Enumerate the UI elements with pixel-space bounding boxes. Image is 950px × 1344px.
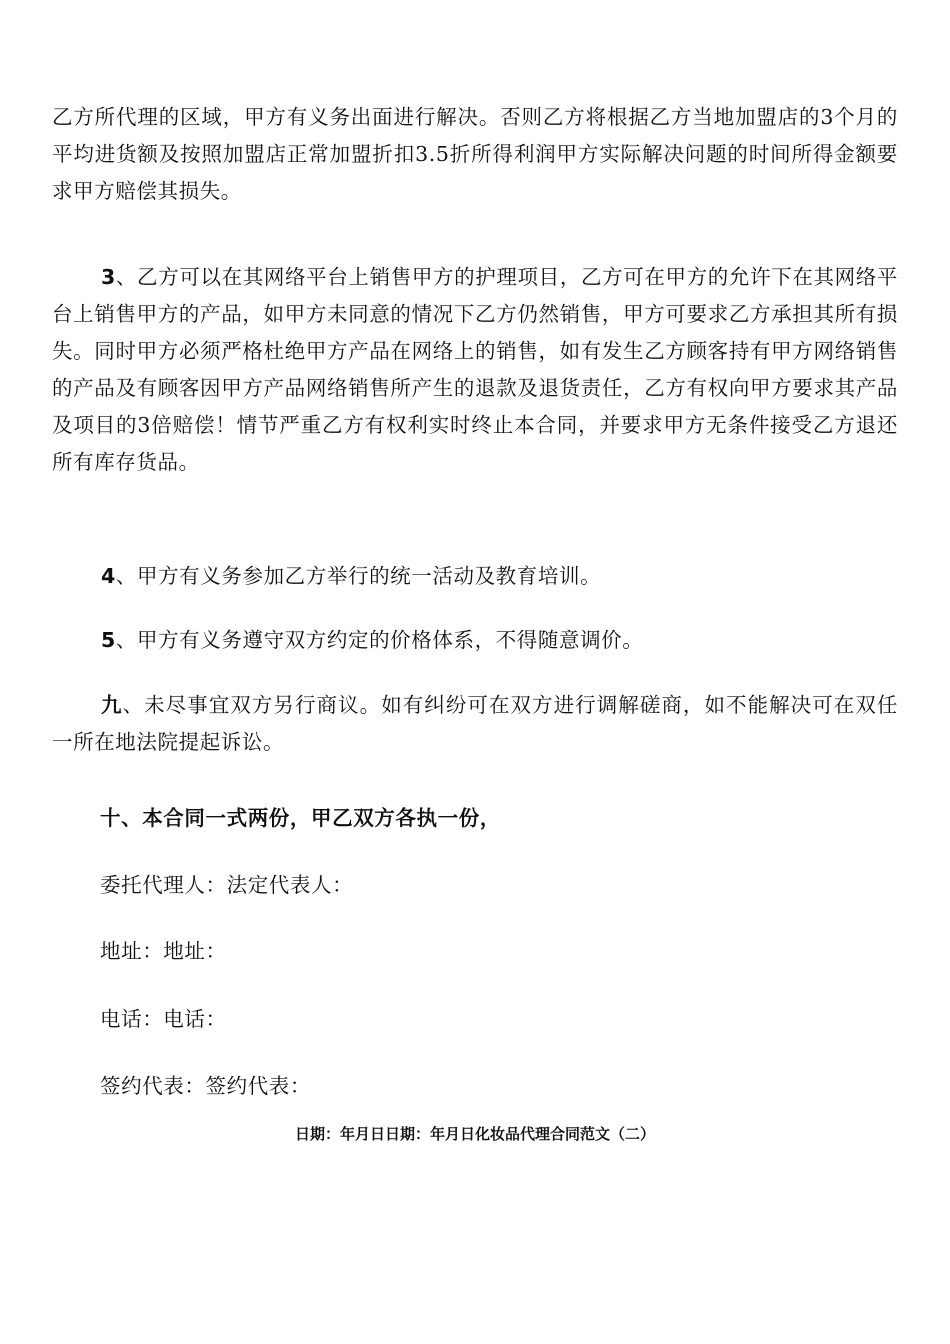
- footer-date-title: 日期：年月日日期：年月日化妆品代理合同范文（二）: [294, 1125, 655, 1143]
- item-number: 5: [101, 628, 116, 652]
- paragraph-item-3: [52, 259, 898, 481]
- signature-line-agent: 委托代理人：法定代表人：: [100, 873, 354, 897]
- signature-line-representative: 签约代表：签约代表：: [100, 1074, 311, 1098]
- paragraph-continuation: [52, 99, 898, 210]
- paragraph-text: 乙方所代理的区域，甲方有义务出面进行解决。否则乙方将根据乙方当地加盟店的3个月的平均进货额及按照加盟店正常加盟折扣3.5折所得利润甲方实际解决问题的时间所得金额要求甲方赔偿其损失。: [52, 105, 898, 203]
- item-number: 4: [101, 564, 116, 588]
- clause-number: 九: [101, 693, 123, 717]
- clause-ten: 十、本合同一式两份，甲乙双方各执一份，: [100, 806, 501, 830]
- paragraph-text: 、甲方有义务参加乙方举行的统一活动及教育培训。: [115, 564, 602, 588]
- paragraph-item-5: [52, 622, 898, 659]
- paragraph-item-4: [52, 558, 898, 595]
- signature-line-phone: 电话：电话：: [100, 1007, 227, 1031]
- paragraph-clause-nine: [52, 687, 898, 761]
- signature-line-address: 地址：地址：: [100, 939, 227, 963]
- paragraph-text: 、未尽事宜双方另行商议。如有纠纷可在双方进行调解磋商，如不能解决可在双任一所在地法院提起诉讼。: [52, 693, 898, 754]
- paragraph-text: 、甲方有义务遵守双方约定的价格体系，不得随意调价。: [115, 628, 644, 652]
- paragraph-text: 、乙方可以在其网络平台上销售甲方的护理项目，乙方可在甲方的允许下在其网络平台上销售甲方的产品，如甲方未同意的情况下乙方仍然销售，甲方可要求乙方承担其所有损失。同时甲方必须严格杜绝甲方产品在网络上的销售，如有发生乙方顾客持有甲方网络销售的产品及有顾客因甲方产品网络销售所产生的退款及退货责任，乙方有权向甲方要求其产品及项目的3倍赔偿！情节严重乙方有权利实时终止本合同，并要求甲方无条件接受乙方退还所有库存货品。: [52, 265, 898, 474]
- item-number: 3: [101, 265, 116, 289]
